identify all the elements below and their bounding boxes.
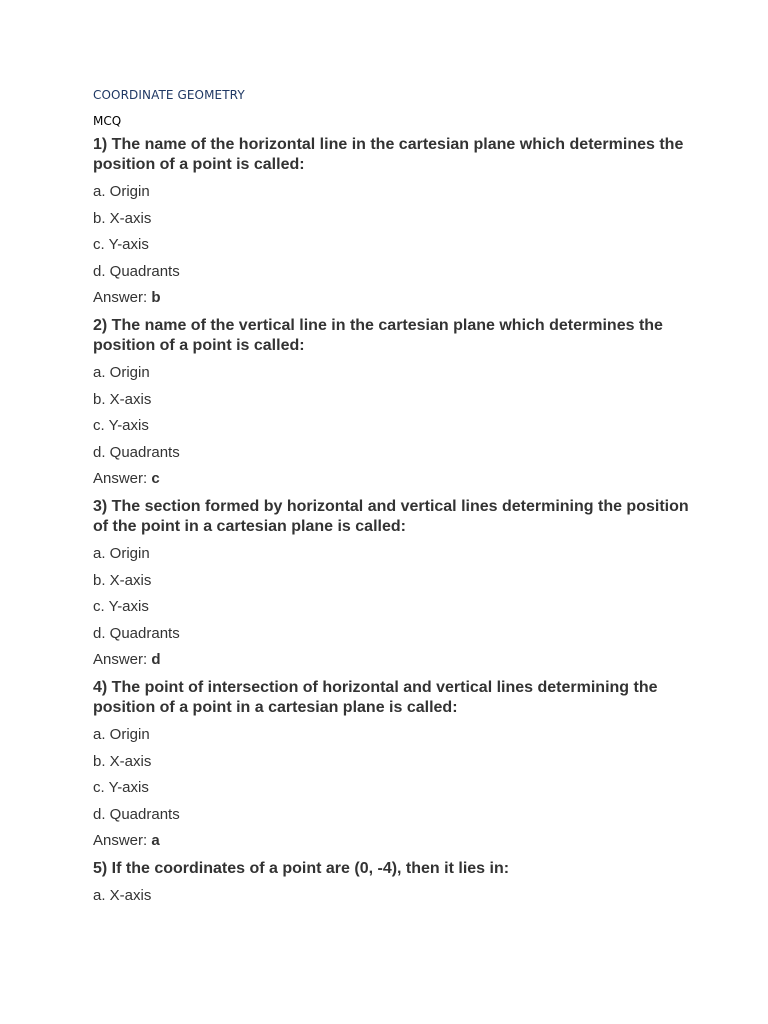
answer-line <box>93 470 693 488</box>
answer-value: c <box>151 470 160 488</box>
question-text: 1) The name of the horizontal line in the cartesian plane which determines the position of a point is called: <box>93 136 684 173</box>
question-block-5 <box>93 859 693 905</box>
answer-label: Answer: <box>93 470 152 488</box>
answer-value: d <box>151 651 161 669</box>
question-block-3 <box>93 497 693 669</box>
answer-line <box>93 289 693 307</box>
answer-value: b <box>151 289 161 307</box>
answer-label: Answer: <box>93 289 152 307</box>
option-d: d. Quadrants <box>93 262 180 280</box>
option-c: c. Y-axis <box>93 779 149 797</box>
answer-value: a <box>151 832 160 850</box>
option-b: b. X-axis <box>93 209 152 227</box>
question-text: 2) The name of the vertical line in the cartesian plane which determines the position of a point is called: <box>93 316 663 354</box>
answer-label: Answer: <box>93 651 152 669</box>
option-c: c. Y-axis <box>93 417 149 435</box>
option-b: b. X-axis <box>93 752 152 770</box>
option-d: d. Quadrants <box>93 624 180 642</box>
option-d: d. Quadrants <box>93 443 180 461</box>
document-subtitle: MCQ <box>93 114 122 128</box>
document-page <box>93 87 693 913</box>
question-text: 3) The section formed by horizontal and vertical lines determining the position of the point in a cartesian plane is called: <box>93 497 689 535</box>
option-b: b. X-axis <box>93 390 152 408</box>
question-block-4 <box>93 678 693 850</box>
option-b: b. X-axis <box>93 571 152 589</box>
option-c: c. Y-axis <box>93 598 149 616</box>
option-a: a. X-axis <box>93 886 152 904</box>
option-a: a. Origin <box>93 183 150 200</box>
option-a: a. Origin <box>93 544 150 562</box>
option-a: a. Origin <box>93 725 150 743</box>
option-c: c. Y-axis <box>93 236 149 254</box>
option-a: a. Origin <box>93 363 150 381</box>
question-text: 5) If the coordinates of a point are (0, -4), then it lies in: <box>93 859 510 877</box>
option-d: d. Quadrants <box>93 805 180 823</box>
answer-line <box>93 651 693 669</box>
question-block-2 <box>93 316 693 488</box>
question-text: 4) The point of intersection of horizontal and vertical lines determining the position of a point in a cartesian plane is called: <box>93 678 658 716</box>
answer-line <box>93 832 693 850</box>
answer-label: Answer: <box>93 832 152 850</box>
document-title: COORDINATE GEOMETRY <box>93 88 245 102</box>
question-block-1 <box>93 135 693 307</box>
